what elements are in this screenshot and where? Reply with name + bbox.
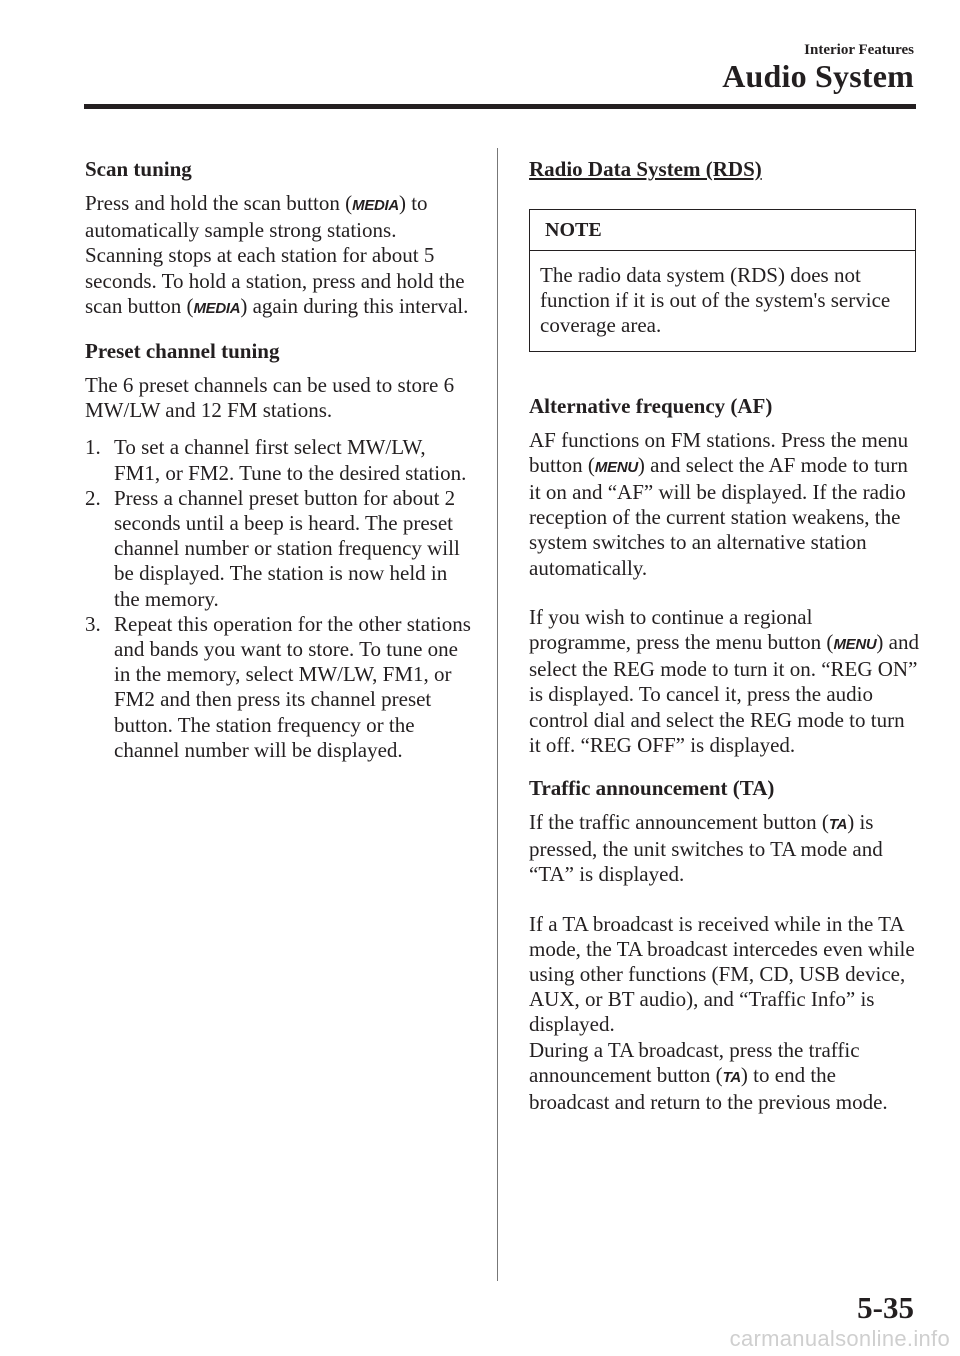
ta-heading: Traffic announcement (TA) [529,776,775,801]
ta-paragraph-2: If a TA broadcast is received while in the TA mode, the TA broadcast intercedes even while using other functions (FM, CD, USB device, AUX, or BT audio), and “Traffic Info” is displayed. [529,911,915,1037]
ta-button-icon: TA [828,816,848,834]
scan-tuning-heading: Scan tuning [85,157,192,181]
right-column [529,155,919,1115]
list-item: 2. Press a channel preset button for about 2 seconds until a beep is heard. The preset channel number or station frequency will be displayed. The station is now held in the memory. [85,485,460,611]
watermark: carmanualsonline.info [729,1326,950,1351]
note-label: NOTE [530,210,915,251]
page-number: 5-35 [857,1290,914,1325]
left-column [85,155,475,763]
ta-paragraph-1: If the traffic announcement button (TA) is pressed, the unit switches to TA mode and “TA” is displayed. [529,810,883,887]
header-rule [84,104,916,109]
preset-tuning-heading: Preset channel tuning [85,339,280,364]
menu-button-icon: MENU [833,636,877,654]
preset-steps-list [85,435,475,763]
note-box [529,209,916,352]
ta-paragraph-3: During a TA broadcast, press the traffic announcement button (TA) to end the broadcast and return to the previous mode. [529,1037,888,1115]
list-item: 1. To set a channel first select MW/LW, FM1, or FM2. Tune to the desired station. [85,435,467,485]
media-button-icon: MEDIA [352,197,399,214]
note-text: The radio data system (RDS) does not function if it is out of the system's service coverage area. [540,263,891,338]
scan-tuning-paragraph: Press and hold the scan button (MEDIA) to automatically sample strong stations. Scanning stops at each station for about 5 seconds. To hold a station, press and hold the scan button (MEDIA) again during this interval. [85,191,469,318]
preset-intro: The 6 preset channels can be used to store 6 MW/LW and 12 FM stations. [85,373,455,423]
header-section-label: Interior Features [804,42,914,58]
list-item: 3. Repeat this operation for the other stations and bands you want to store. To tune one in the memory, select MW/LW, FM1, or FM2 and then press its channel preset button. The station frequency or the channel number will be displayed. [85,611,471,762]
media-button-icon: MEDIA [193,299,241,317]
af-paragraph-1: AF functions on FM stations. Press the menu button (MENU) and select the AF mode to turn it on and “AF” will be displayed. If the radio reception of the current station weakens, the system switches to an alternative station automatically. [529,427,909,580]
af-paragraph-2: If you wish to continue a regional programme, press the menu button (MENU) and select the REG mode to turn it on. “REG ON” is displayed. To cancel it, press the audio control dial and select the REG mode to turn it off. “REG OFF” is displayed. [529,604,919,757]
menu-button-icon: MENU [594,458,638,476]
header-title: Audio System [722,58,914,94]
column-divider [497,148,498,1281]
ta-button-icon: TA [722,1068,741,1086]
af-heading: Alternative frequency (AF) [529,393,773,418]
rds-section-title: Radio Data System (RDS) [529,157,762,181]
